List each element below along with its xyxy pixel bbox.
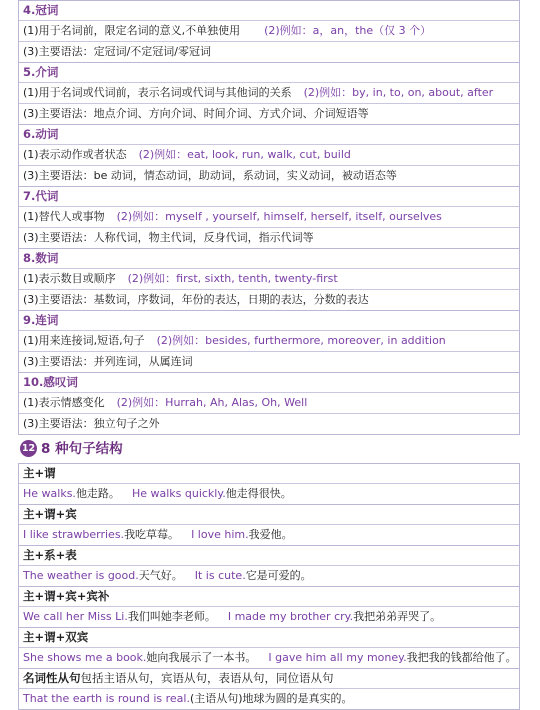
definition-text: (1)用于名词前，限定名词的意义,不单独使用 bbox=[23, 24, 241, 37]
pos-definition bbox=[19, 207, 519, 228]
parts-of-speech-table bbox=[18, 0, 520, 435]
pos-conjunction bbox=[18, 311, 520, 373]
definition-text: (1)用来连接词,短语,句子 bbox=[23, 334, 145, 347]
example-cn: 我们叫她李老师。 bbox=[127, 610, 216, 623]
example-en: He walks quickly. bbox=[131, 487, 226, 500]
example-cn: (主语从句)地球为圆的是真实的。 bbox=[189, 692, 353, 705]
structure-block bbox=[18, 587, 520, 628]
pos-pronoun bbox=[18, 187, 520, 249]
structure-block bbox=[18, 546, 520, 587]
pos-title: 6.动词 bbox=[19, 125, 519, 145]
structure-title: 主+谓+双宾 bbox=[19, 628, 519, 648]
example-en: He walks. bbox=[23, 487, 76, 500]
definition-text: (1)表示情感变化 bbox=[23, 396, 105, 409]
pos-title: 7.代词 bbox=[19, 187, 519, 207]
example-cn: 我爱他。 bbox=[248, 528, 293, 541]
noun-clause-block bbox=[18, 669, 520, 710]
example-en: I gave him all my money. bbox=[268, 651, 407, 664]
definition-text: (1)表示数目或顺序 bbox=[23, 272, 116, 285]
definition-text: (1)用于名词或代词前，表示名词或代词与其他词的关系 bbox=[23, 86, 292, 99]
example-en: It is cute. bbox=[194, 569, 246, 582]
example-cn: 我吃草莓。 bbox=[124, 528, 180, 541]
example-text: (2)例如：by, in, to, on, about, after bbox=[303, 86, 494, 99]
example-text: (2)例如：first, sixth, tenth, twenty-first bbox=[127, 272, 338, 285]
pos-grammar: (3)主要语法：独立句子之外 bbox=[23, 417, 160, 430]
sentence-structures-table bbox=[18, 463, 520, 710]
structure-title: 主+系+表 bbox=[19, 546, 519, 566]
noun-clause-title bbox=[19, 669, 519, 689]
pos-grammar: (3)主要语法：定冠词/不定冠词/零冠词 bbox=[23, 45, 211, 58]
pos-definition bbox=[19, 21, 519, 42]
pos-grammar: (3)主要语法：be 动词，情态动词，助动词，系动词，实义动词，被动语态等 bbox=[23, 169, 397, 182]
pos-interjection bbox=[18, 373, 520, 435]
structure-block bbox=[18, 628, 520, 669]
content bbox=[18, 0, 520, 710]
structure-title: 主+谓 bbox=[19, 464, 519, 484]
pos-definition bbox=[19, 393, 519, 414]
pos-grammar: (3)主要语法：基数词，序数词，年份的表达，日期的表达，分数的表达 bbox=[23, 293, 369, 306]
pos-grammar: (3)主要语法：人称代词，物主代词，反身代词，指示代词等 bbox=[23, 231, 314, 244]
pos-article bbox=[18, 0, 520, 63]
example-en: I made my brother cry. bbox=[227, 610, 354, 623]
structure-title: 主+谓+宾+宾补 bbox=[19, 587, 519, 607]
noun-clause-label: 名词性从句 bbox=[23, 671, 81, 685]
definition-text: (1)表示动作或者状态 bbox=[23, 148, 127, 161]
pos-verb bbox=[18, 125, 520, 187]
example-cn: 她向我展示了一本书。 bbox=[146, 651, 257, 664]
structure-example bbox=[19, 484, 519, 504]
structure-block bbox=[18, 505, 520, 546]
pos-title: 10.感叹词 bbox=[19, 373, 519, 393]
example-text: (2)例如：myself , yourself, himself, herself, itself, ourselves bbox=[116, 210, 442, 223]
example-cn: 它是可爱的。 bbox=[245, 569, 312, 582]
pos-preposition bbox=[18, 63, 520, 125]
example-text: (2)例如：eat, look, run, walk, cut, build bbox=[138, 148, 351, 161]
example-cn: 我把弟弟弄哭了。 bbox=[353, 610, 442, 623]
structure-example bbox=[19, 648, 519, 668]
pos-definition bbox=[19, 331, 519, 352]
example-en: We call her Miss Li. bbox=[23, 610, 128, 623]
structure-block bbox=[18, 463, 520, 505]
example-text: (2)例如：besides, furthermore, moreover, in addition bbox=[156, 334, 446, 347]
structure-example bbox=[19, 566, 519, 586]
pos-title: 5.介词 bbox=[19, 63, 519, 83]
pos-numeral bbox=[18, 249, 520, 311]
example-en: That the earth is round is real. bbox=[23, 692, 190, 705]
pos-grammar: (3)主要语法：地点介词、方向介词、时间介词、方式介词、介词短语等 bbox=[23, 107, 369, 120]
noun-clause-desc: 包括主语从句，宾语从句，表语从句，同位语从句 bbox=[80, 671, 334, 685]
example-en: I like strawberries. bbox=[23, 528, 125, 541]
pos-title: 8.数词 bbox=[19, 249, 519, 269]
example-cn: 他走路。 bbox=[75, 487, 120, 500]
section-number-badge: 12 bbox=[20, 440, 37, 457]
pos-definition bbox=[19, 269, 519, 290]
structure-title: 主+谓+宾 bbox=[19, 505, 519, 525]
example-cn: 我把我的钱都给他了。 bbox=[406, 651, 517, 664]
section-heading bbox=[18, 435, 520, 463]
example-cn: 他走得很快。 bbox=[225, 487, 292, 500]
example-en: I love him. bbox=[191, 528, 249, 541]
section-title: 8 种句子结构 bbox=[41, 441, 123, 457]
pos-definition bbox=[19, 145, 519, 166]
example-text: (2)例如：Hurrah, Ah, Alas, Oh, Well bbox=[116, 396, 308, 409]
definition-text: (1)替代人或事物 bbox=[23, 210, 105, 223]
structure-example bbox=[19, 525, 519, 545]
example-cn: 天气好。 bbox=[138, 569, 183, 582]
structure-example bbox=[19, 607, 519, 627]
pos-grammar: (3)主要语法：并列连词，从属连词 bbox=[23, 355, 193, 368]
example-en: She shows me a book. bbox=[23, 651, 147, 664]
pos-title: 4.冠词 bbox=[19, 1, 519, 21]
noun-clause-example bbox=[19, 689, 519, 709]
pos-title: 9.连词 bbox=[19, 311, 519, 331]
example-en: The weather is good. bbox=[23, 569, 139, 582]
pos-definition bbox=[19, 83, 519, 104]
example-text: (2)例如：a，an，the（仅 3 个） bbox=[264, 24, 432, 37]
